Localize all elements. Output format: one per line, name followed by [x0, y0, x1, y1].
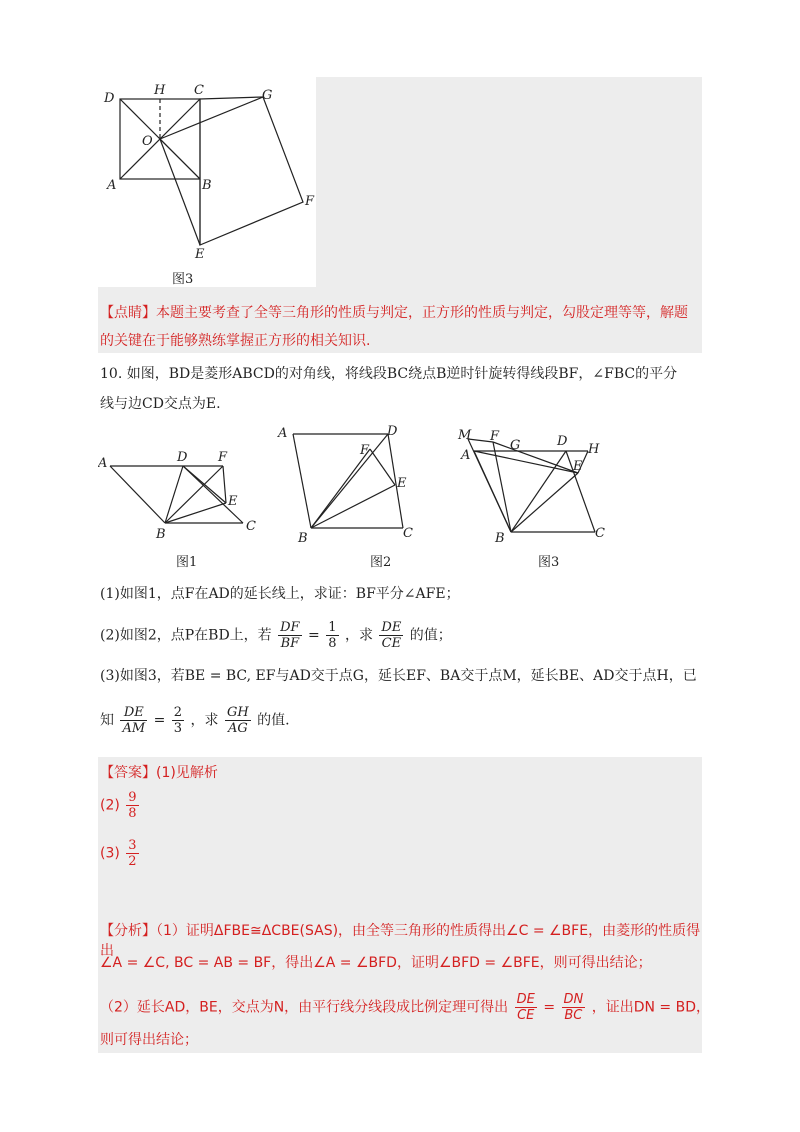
fig2-label-F: F [360, 443, 370, 458]
answer-2-label: (2) [100, 797, 120, 814]
fig3-label-G: G [510, 438, 521, 453]
figure-square-rotation [98, 77, 316, 287]
fig1-label-C: C [246, 519, 256, 534]
answer-3-label: (3) [100, 845, 120, 862]
answer-3-den: 2 [128, 854, 137, 869]
answer-2-den: 8 [128, 806, 137, 821]
fig2-caption: 图2 [370, 555, 392, 570]
q2-frac-num: DF [280, 620, 300, 635]
problem-line2: 线与边CD交点为E. [100, 396, 221, 412]
q3-mid: ，求 [190, 712, 219, 729]
analysis-line2: ∠A = ∠C, BC = AB = BF，得出∠A = ∠BFD，证明∠BFD = ∠BFE，则可得出结论； [100, 955, 652, 971]
question-3-line1: (3)如图3，若BE = BC, EF与AD交于点G，延长EF、BA交于点M，延长BE、AD交于点H，已 [100, 668, 697, 684]
q3-frac-den: AM [122, 721, 146, 736]
dianjing-line1 [100, 303, 700, 323]
label-C: C [194, 83, 204, 98]
answer-tag: 【答案】 [100, 765, 156, 781]
problem-number: 10. [100, 366, 123, 382]
q2-ask [379, 620, 403, 651]
fig1-label-D: D [177, 450, 188, 465]
analysis-f1-num: DE [516, 992, 535, 1007]
analysis-frac-1 [515, 992, 537, 1023]
analysis-f1-den: CE [517, 1008, 535, 1023]
q2-suffix: 的值； [409, 627, 452, 644]
analysis-line3-suffix: ，证出DN = BD， [591, 999, 710, 1016]
fig1-label-B: B [156, 527, 166, 542]
answer-2 [100, 790, 141, 821]
figure-rhombus-row [98, 425, 608, 575]
fig1-label-A: A [98, 456, 108, 471]
q3-value [172, 705, 184, 736]
answer-line1 [100, 763, 218, 783]
question-1: (1)如图1，点F在AD的延长线上，求证：BF平分∠AFE； [100, 586, 460, 602]
fig1-label-E: E [228, 494, 238, 509]
fig2-label-D: D [387, 425, 398, 439]
q2-ask-den: CE [381, 636, 402, 651]
analysis-line3 [100, 992, 710, 1023]
fig1-label-F: F [218, 450, 228, 465]
q3-ask-den: AG [227, 721, 248, 736]
fig2-label-E: E [397, 476, 407, 491]
q2-ask-num: DE [381, 620, 402, 635]
dianjing-line2: 的关键在于能够熟练掌握正方形的相关知识. [100, 333, 371, 349]
q3-frac-num: DE [120, 705, 147, 721]
fig3-label-H: H [588, 442, 600, 457]
fig3-label-E: E [573, 459, 583, 474]
answer-3-fraction [126, 838, 138, 869]
q3-val-den: 3 [173, 721, 183, 736]
label-D: D [104, 91, 115, 106]
label-O: O [142, 134, 153, 149]
fig3-label-C: C [595, 526, 605, 541]
q3-ask-num: GH [226, 705, 249, 720]
fig2-label-B: B [298, 531, 308, 546]
q3-ask [225, 705, 251, 736]
q2-val-num: 1 [328, 620, 337, 635]
analysis-tag: 【分析】 [100, 923, 156, 939]
analysis-line3-prefix: （2）延长AD，BE，交点为N，由平行线分线段成比例定理可得出 [100, 999, 509, 1016]
fig3-label-A: A [461, 448, 471, 463]
analysis-f2-den: BC [564, 1008, 583, 1023]
q3-fraction [120, 705, 147, 736]
label-A: A [107, 178, 117, 193]
dianjing-text1: 本题主要考查了全等三角形的性质与判定，正方形的性质与判定，勾股定理等等，解题 [156, 305, 688, 321]
label-B: B [202, 178, 212, 193]
q3-suffix: 的值. [257, 712, 290, 729]
answer-3 [100, 838, 141, 869]
label-G: G [262, 88, 273, 103]
problem-text-line1: 如图，BD是菱形ABCD的对角线，将线段BC绕点B逆时针旋转得线段BF，∠FBC的平分 [126, 366, 678, 382]
dianjing-tag: 【点睛】 [100, 305, 156, 321]
q2-frac-den: BF [280, 636, 300, 651]
question-3-line2: 知 $\frac{DE}{AM}$ = $\frac{2}{3}$ ，求 $\frac{GH}{AG}$ 的值. [100, 705, 290, 736]
q2-value [326, 620, 338, 651]
q2-prefix: (2)如图2，点P在BD上，若 [100, 627, 272, 644]
figure-caption: 图3 [172, 272, 194, 287]
fig1-caption: 图1 [176, 555, 198, 570]
answer-1: (1)见解析 [156, 765, 218, 781]
analysis-frac-2 [562, 992, 586, 1023]
answer-2-num: 9 [128, 790, 137, 805]
fig3-label-B: B [495, 531, 505, 546]
q2-val-den: 8 [328, 636, 337, 651]
fig3-caption: 图3 [538, 555, 560, 570]
q2-eq: = [308, 627, 320, 644]
q3-val-num: 2 [173, 705, 183, 720]
analysis-f2-num: DN [563, 992, 584, 1007]
q2-mid: ，求 [344, 627, 373, 644]
analysis-eq: = [543, 999, 556, 1016]
fig2-label-A: A [278, 426, 288, 441]
fig3-label-F: F [490, 429, 500, 444]
fig3-label-M: M [458, 428, 472, 443]
fig2-label-C: C [403, 526, 413, 541]
problem-line1 [100, 364, 700, 384]
label-H: H [154, 83, 166, 98]
label-F: F [305, 194, 315, 209]
answer-3-num: 3 [128, 838, 137, 853]
answer-2-fraction [126, 790, 138, 821]
analysis-line4: 则可得出结论； [100, 1032, 198, 1048]
fig3-label-D: D [557, 434, 568, 449]
q3-prefix: 知 [100, 712, 114, 729]
q2-fraction [278, 620, 301, 651]
label-E: E [195, 247, 205, 262]
question-2 [100, 620, 452, 651]
analysis-text1: （1）证明ΔFBE≅ΔCBE(SAS)，由全等三角形的性质得出∠C = ∠BFE，由菱形的性质得出 [100, 923, 701, 959]
